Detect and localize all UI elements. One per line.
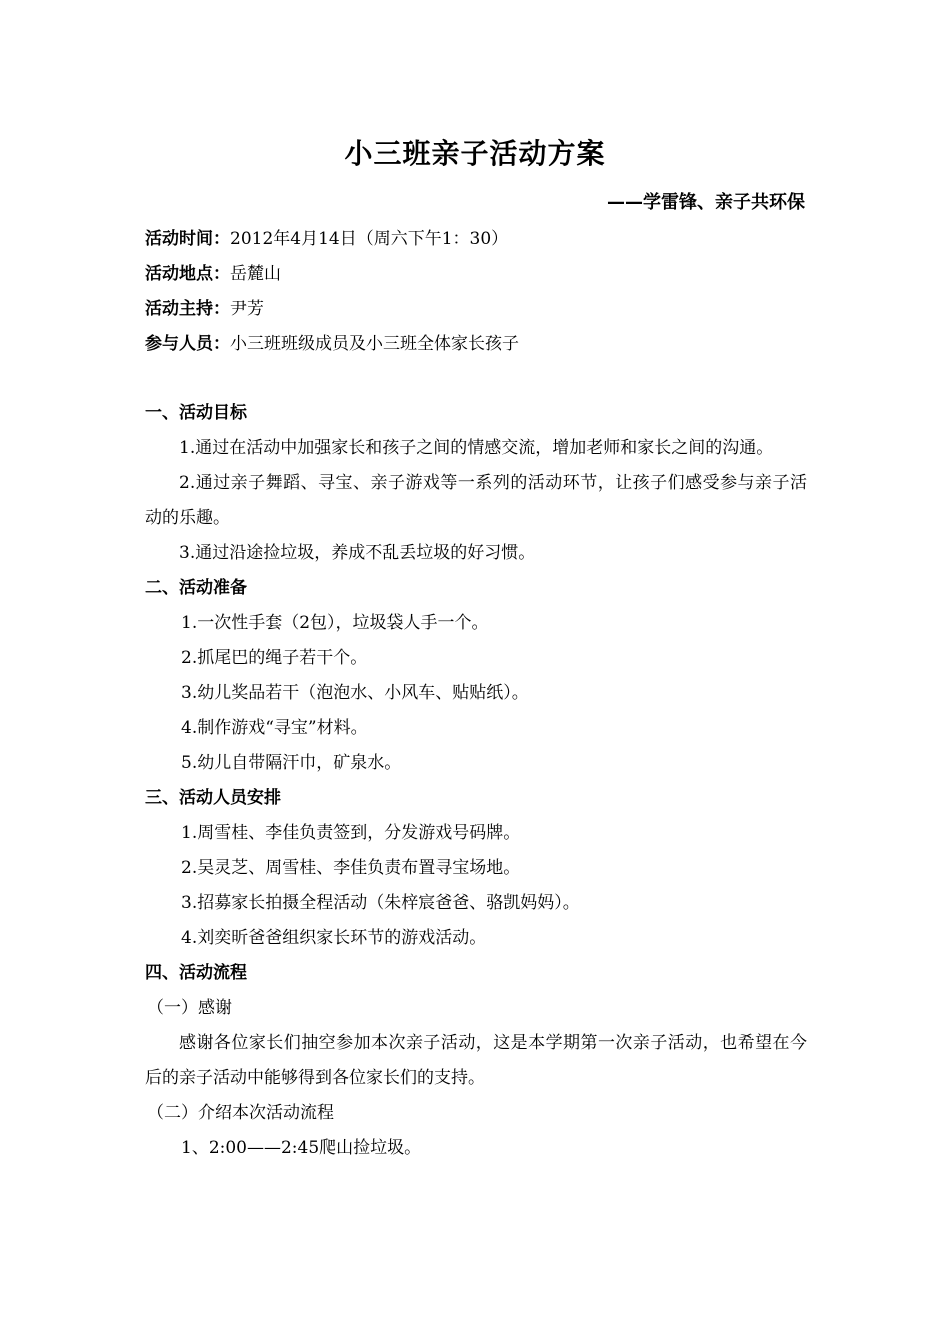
section-heading-goals: 一、活动目标 bbox=[145, 403, 247, 423]
info-value: 尹芳 bbox=[230, 299, 264, 319]
list-item: 3.通过沿途捡垃圾，养成不乱丢垃圾的好习惯。 bbox=[179, 543, 536, 563]
list-item: 1.通过在活动中加强家长和孩子之间的情感交流，增加老师和家长之间的沟通。 bbox=[179, 438, 774, 458]
list-item: 2.吴灵芝、周雪桂、李佳负责布置寻宝场地。 bbox=[181, 858, 521, 878]
document-title: 小三班亲子活动方案 bbox=[344, 137, 606, 170]
info-label: 活动时间： bbox=[145, 229, 230, 249]
list-item: 4.制作游戏“寻宝”材料。 bbox=[181, 718, 368, 738]
info-location bbox=[145, 257, 807, 292]
info-value: 小三班班级成员及小三班全体家长孩子 bbox=[230, 334, 519, 354]
info-host bbox=[145, 292, 807, 327]
info-label: 活动地点： bbox=[145, 264, 230, 284]
list-item: 4.刘奕昕爸爸组织家长环节的游戏活动。 bbox=[181, 928, 487, 948]
info-time bbox=[145, 222, 807, 257]
thanks-paragraph: 感谢各位家长们抽空参加本次亲子活动，这是本学期第一次亲子活动，也希望在今后的亲子活动中能够得到各位家长们的支持。 bbox=[145, 1033, 807, 1088]
section-heading-flow: 四、活动流程 bbox=[145, 963, 247, 983]
spacer bbox=[145, 362, 807, 396]
info-participants bbox=[145, 327, 807, 362]
list-item: 2.通过亲子舞蹈、寻宝、亲子游戏等一系列的活动环节，让孩子们感受参与亲子活动的乐趣。 bbox=[145, 473, 807, 528]
list-item: 1、2:00——2:45爬山捡垃圾。 bbox=[181, 1138, 422, 1158]
section-heading-staff: 三、活动人员安排 bbox=[145, 788, 281, 808]
document-body bbox=[145, 222, 807, 1166]
list-item: 2.抓尾巴的绳子若干个。 bbox=[181, 648, 368, 668]
list-item: 1.一次性手套（2包），垃圾袋人手一个。 bbox=[181, 613, 489, 633]
info-value: 2012年4月14日（周六下午1：30） bbox=[230, 229, 509, 249]
list-item: 5.幼儿自带隔汗巾，矿泉水。 bbox=[181, 753, 402, 773]
info-label: 活动主持： bbox=[145, 299, 230, 319]
info-value: 岳麓山 bbox=[230, 264, 281, 284]
subsection-heading-thanks: （一）感谢 bbox=[147, 998, 232, 1018]
list-item: 1.周雪桂、李佳负责签到，分发游戏号码牌。 bbox=[181, 823, 521, 843]
section-heading-prep: 二、活动准备 bbox=[145, 578, 247, 598]
info-label: 参与人员： bbox=[145, 334, 230, 354]
document-subtitle: ——学雷锋、亲子共环保 bbox=[607, 192, 805, 213]
subsection-heading-intro: （二）介绍本次活动流程 bbox=[147, 1103, 334, 1123]
list-item: 3.幼儿奖品若干（泡泡水、小风车、贴贴纸）。 bbox=[181, 683, 529, 703]
list-item: 3.招募家长拍摄全程活动（朱梓宸爸爸、骆凯妈妈）。 bbox=[181, 893, 580, 913]
